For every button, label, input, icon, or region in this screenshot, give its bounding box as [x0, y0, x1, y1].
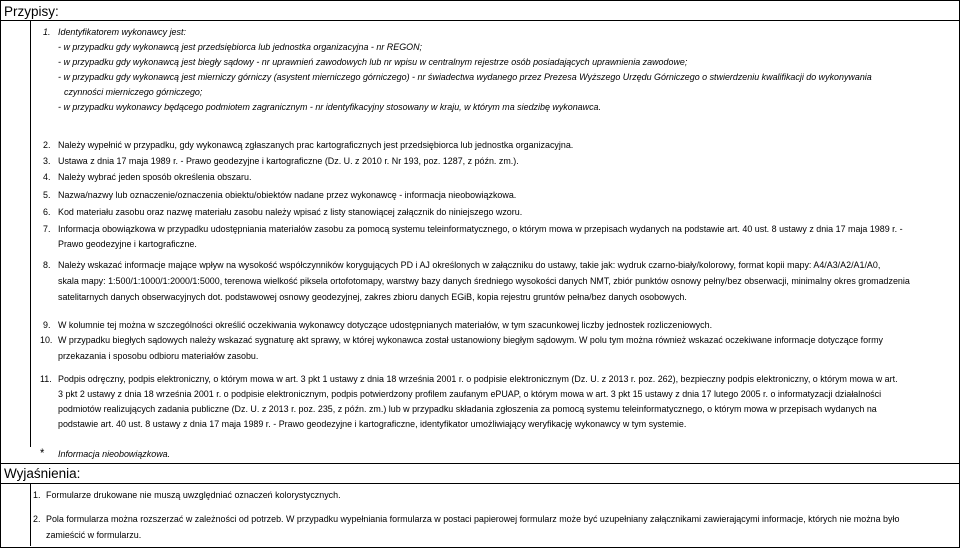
wyjasnienia-heading: Wyjaśnienia: — [4, 466, 81, 481]
footnote-number: 11. — [40, 374, 52, 385]
footnote-text: Ustawa z dnia 17 maja 1989 r. - Prawo geodezyjne i kartograficzne (Dz. U. z 2010 r. Nr 193, poz. 1287, z późn. zm.). — [58, 156, 519, 167]
footnote-text: Nazwa/nazwy lub oznaczenie/oznaczenia obiektu/obiektów nadane przez wykonawcę - informacja nieobowiązkowa. — [58, 190, 517, 201]
footnote-text: Kod materiału zasobu oraz nazwę materiału zasobu należy wpisać z listy stanowiącej załącznik do niniejszego wzoru. — [58, 207, 523, 218]
footnote-text: - w przypadku wykonawcy będącego podmiotem zagranicznym - nr identyfikacyjny stosowany w kraju, w którym ma siedzibę wykonawca. — [58, 102, 601, 113]
footnote-text: 3 pkt 2 ustawy z dnia 18 września 2001 r. o podpisie elektronicznym, podpis potwierdzony profilem zaufanym ePUAP, o którym mowa w art. 3 pkt 15 ustawy z dnia 17 lutego 2005 r. o informatyzacji działalności — [58, 389, 882, 400]
explanation-number: 1. — [33, 490, 41, 501]
explanation-number: 2. — [33, 514, 41, 525]
divider — [0, 463, 960, 464]
divider — [30, 483, 31, 546]
footnote-text: skala mapy: 1:500/1:1000/1:2000/1:5000, terenowa wielkość piksela ortofotomapy, warstwy bazy danych średniego wysokości danych NMT, zbiór punktów osnowy pełny/bez obserwacji, minimalny okres gromadzenia — [58, 276, 910, 287]
footnote-number: 7. — [43, 224, 51, 235]
footnote-text: - w przypadku gdy wykonawcą jest mierniczy górniczy (asystent mierniczego górniczego) - nr świadectwa wydanego przez Prezesa Wyższego Urzędu Górniczego o stwierdzeniu kwalifikacji do wykonywania — [58, 72, 872, 83]
footnote-text: Należy wypełnić w przypadku, gdy wykonawcą zgłaszanych prac kartograficznych jest przedsiębiorca lub jednostka organizacyjna. — [58, 140, 574, 151]
footnote-number: 10. — [40, 335, 53, 346]
footnote-text: W kolumnie tej można w szczególności określić oczekiwania wykonawcy dotyczące udostępnianych materiałów, w tym szacunkowej liczby jednostek rozliczeniowych. — [58, 320, 713, 331]
footnote-number: 1. — [43, 27, 51, 38]
footnote-text: Należy wskazać informacje mające wpływ na wysokość współczynników korygujących PD i AJ określonych w załączniku do ustawy, takie jak: wydruk czarno-biały/kolorowy, format kopii mapy: A4/A3/A2/A1/A0, — [58, 260, 881, 271]
footnote-number: 5. — [43, 190, 51, 201]
explanation-text: Pola formularza można rozszerzać w zależności od potrzeb. W przypadku wypełniania formularza w postaci papierowej formularz może być uzupełniany załącznikami zawierającymi informacje, których nie można było — [46, 514, 900, 525]
footnote-text: W przypadku biegłych sądowych należy wskazać sygnaturę akt sprawy, w której wykonawca został ustanowiony biegłym sądowym. W polu tym można również wskazać oczekiwane informacje dotyczące formy — [58, 335, 883, 346]
przypisy-heading: Przypisy: — [4, 4, 59, 19]
footnote-text: - w przypadku gdy wykonawcą jest przedsiębiorca lub jednostka organizacyjna - nr REGON; — [58, 42, 422, 53]
divider — [0, 483, 960, 484]
divider — [0, 20, 960, 21]
explanation-text: Formularze drukowane nie muszą uwzględniać oznaczeń kolorystycznych. — [46, 490, 341, 501]
explanation-text: zamieścić w formularzu. — [46, 530, 142, 541]
footnote-text: podmiotów realizujących zadania publiczne (Dz. U. z 2013 r. poz. 235, z późn. zm.) lub w przypadku składania zgłoszenia za pomocą systemu teleinformatycznego, o którym mowa w przepisach wydanych na — [58, 404, 877, 415]
footnote-number: 8. — [43, 260, 51, 271]
footnote-number: 6. — [43, 207, 51, 218]
footnote-text: Podpis odręczny, podpis elektroniczny, o którym mowa w art. 3 pkt 1 ustawy z dnia 18 września 2001 r. o podpisie elektronicznym (Dz. U. z 2013 r. poz. 262), bezpieczny podpis elektroniczny, o którym mowa w art. — [58, 374, 898, 385]
footnote-text: podstawie art. 40 ust. 8 ustawy z dnia 17 maja 1989 r. - Prawo geodezyjne i kartograficzne, identyfikator umożliwiający weryfikację wykonawcy w tym systemie. — [58, 419, 687, 430]
footnote-text: - w przypadku gdy wykonawcą jest biegły sądowy - nr uprawnień zawodowych lub nr wpisu w centralnym rejestrze osób posiadających uprawnienia zawodowe; — [58, 57, 688, 68]
asterisk-marker: * — [40, 446, 45, 460]
footnote-text: Informacja nieobowiązkowa. — [58, 449, 171, 460]
footnote-number: 2. — [43, 140, 51, 151]
footnote-number: 4. — [43, 172, 51, 183]
footnote-text: Identyfikatorem wykonawcy jest: — [58, 27, 186, 38]
footnote-text: Prawo geodezyjne i kartograficzne. — [58, 239, 197, 250]
footnote-text: czynności mierniczego górniczego; — [64, 87, 203, 98]
footnote-number: 3. — [43, 156, 51, 167]
footnote-text: satelitarnych danych obserwacyjnych dot. podstawowej osnowy geodezyjnej, zakres zbioru danych EGiB, kopia rejestru gruntów pełna/bez danych osobowych. — [58, 292, 687, 303]
footnote-number: 9. — [43, 320, 51, 331]
footnote-text: Informacja obowiązkowa w przypadku udostępniania materiałów zasobu za pomocą systemu teleinformatycznego, o którym mowa w przepisach wydanych na podstawie art. 40 ust. 8 ustawy z dnia 17 maja 1989 r. - — [58, 224, 903, 235]
footnote-text: Należy wybrać jeden sposób określenia obszaru. — [58, 172, 252, 183]
divider — [30, 20, 31, 447]
footnote-text: przekazania i sposobu odbioru materiałów zasobu. — [58, 351, 259, 362]
